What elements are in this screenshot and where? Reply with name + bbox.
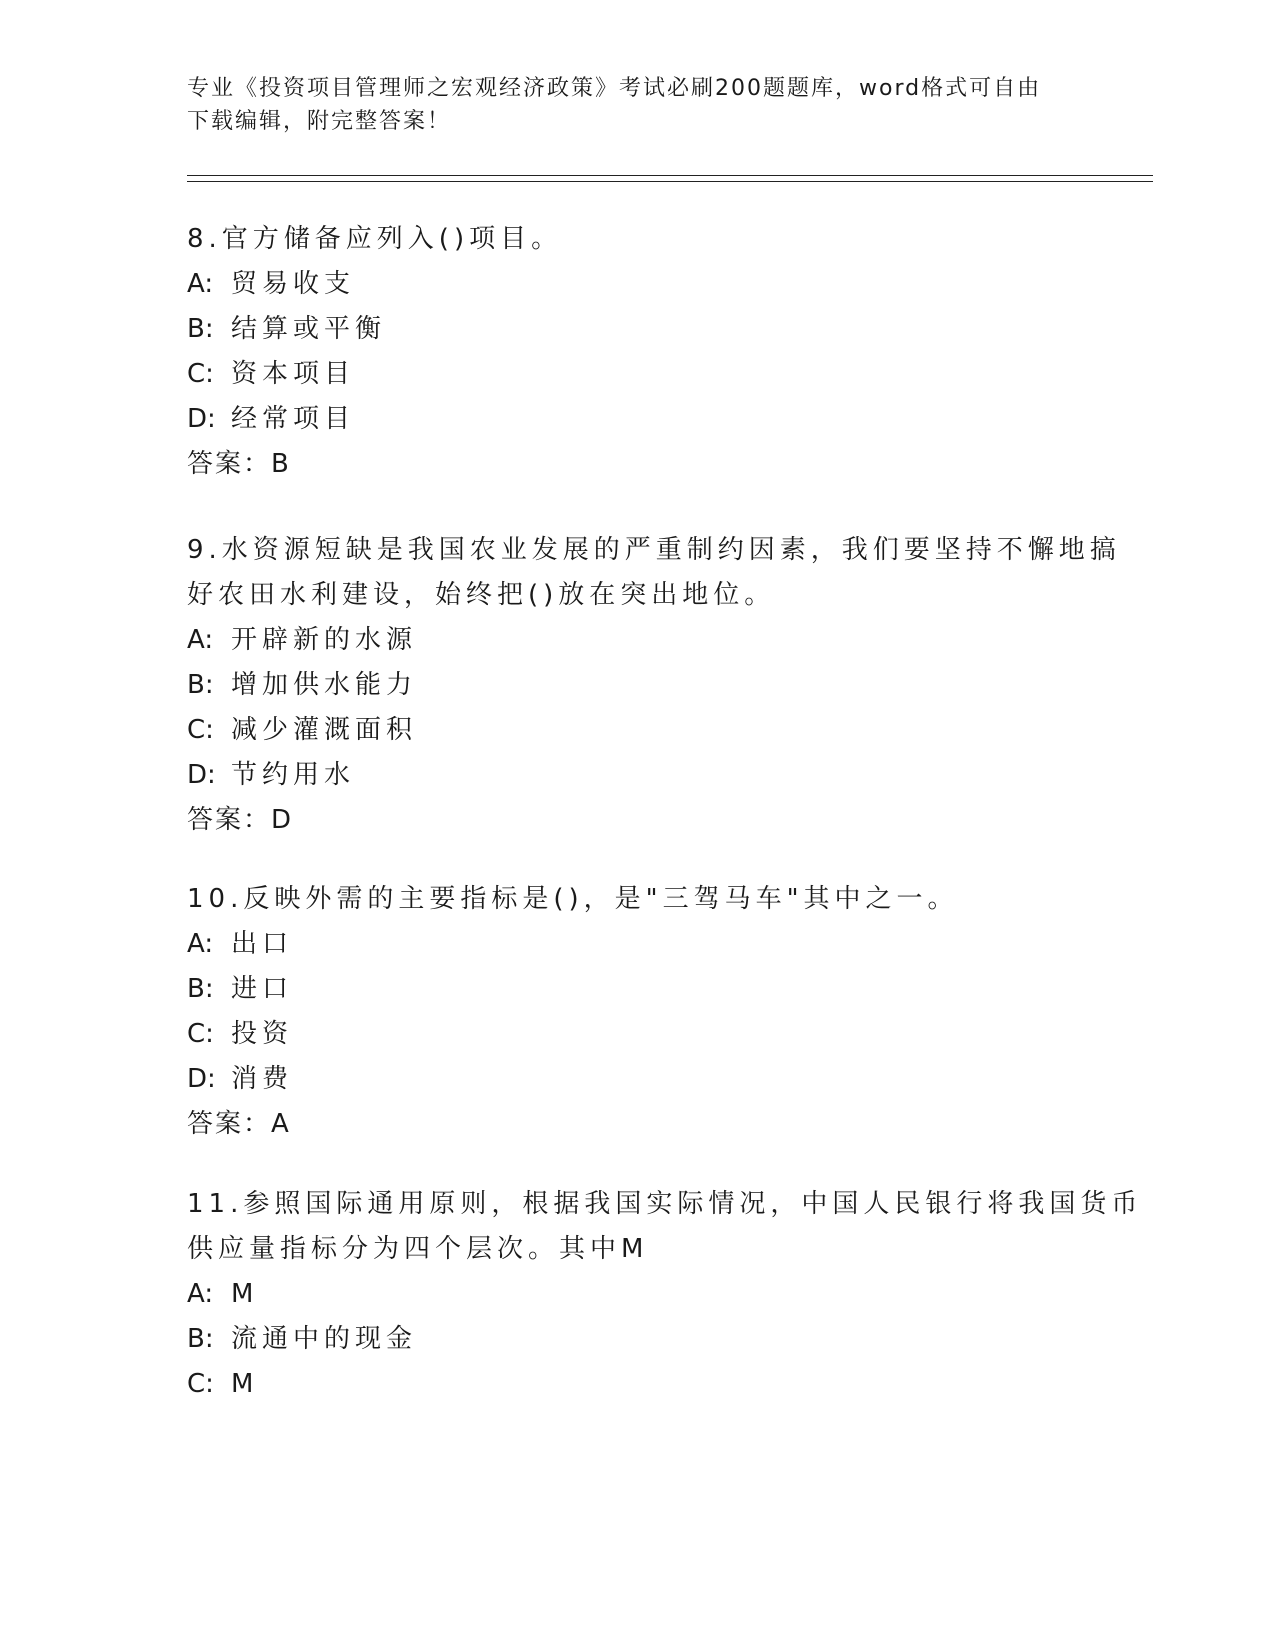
question-stem: 10.反映外需的主要指标是()，是"三驾马车"其中之一。 xyxy=(187,884,959,914)
option-text: 流通中的现金 xyxy=(231,1324,418,1354)
option-b xyxy=(187,1317,1087,1362)
option-key: D: xyxy=(187,404,216,434)
answer-line: 答案：A xyxy=(187,1109,291,1139)
option-text: 进口 xyxy=(231,974,294,1004)
question-stem: 8.官方储备应列入()项目。 xyxy=(187,224,563,254)
header-divider-bottom xyxy=(187,181,1153,182)
option-key: A: xyxy=(187,929,214,959)
option-text: 经常项目 xyxy=(231,404,356,434)
option-a xyxy=(187,262,1087,307)
option-text: 结算或平衡 xyxy=(231,314,387,344)
question-8 xyxy=(187,217,1087,487)
option-d xyxy=(187,753,1087,798)
option-key: C: xyxy=(187,1369,214,1399)
option-key: B: xyxy=(187,974,214,1004)
question-9 xyxy=(187,528,1121,843)
option-d xyxy=(187,1057,1087,1102)
option-key: A: xyxy=(187,1279,214,1309)
option-text: M xyxy=(231,1369,259,1399)
option-key: C: xyxy=(187,1019,214,1049)
option-a xyxy=(187,922,1087,967)
option-key: C: xyxy=(187,715,214,745)
option-text: 开辟新的水源 xyxy=(231,625,418,655)
option-text: 资本项目 xyxy=(231,359,356,389)
option-a xyxy=(187,618,1087,663)
option-c xyxy=(187,1012,1087,1057)
option-text: 节约用水 xyxy=(231,760,356,790)
option-key: B: xyxy=(187,1324,214,1354)
option-text: 消费 xyxy=(231,1064,294,1094)
option-b xyxy=(187,307,1087,352)
option-key: D: xyxy=(187,1064,216,1094)
question-10 xyxy=(187,877,1087,1147)
option-c xyxy=(187,352,1087,397)
option-a xyxy=(187,1272,1087,1317)
option-text: 出口 xyxy=(231,929,294,959)
answer-line: 答案：D xyxy=(187,805,294,835)
option-c xyxy=(187,1362,1087,1407)
option-key: A: xyxy=(187,625,214,655)
option-text: M xyxy=(231,1279,259,1309)
option-text: 贸易收支 xyxy=(231,269,356,299)
option-b xyxy=(187,663,1087,708)
option-text: 减少灌溉面积 xyxy=(231,715,418,745)
answer-line: 答案：B xyxy=(187,449,291,479)
question-stem-cont: 好农田水利建设，始终把()放在突出地位。 xyxy=(187,580,776,610)
option-text: 增加供水能力 xyxy=(231,670,418,700)
option-c xyxy=(187,708,1087,753)
header-divider-top xyxy=(187,175,1153,176)
option-key: A: xyxy=(187,269,214,299)
option-key: B: xyxy=(187,314,214,344)
option-key: C: xyxy=(187,359,214,389)
header-title-line2: 下载编辑，附完整答案！ xyxy=(187,109,452,134)
question-11 xyxy=(187,1182,1143,1407)
question-stem: 9.水资源短缺是我国农业发展的严重制约因素，我们要坚持不懈地搞 xyxy=(187,535,1121,565)
option-b xyxy=(187,967,1087,1012)
option-key: B: xyxy=(187,670,214,700)
document-header xyxy=(187,72,1087,138)
question-stem-cont: 供应量指标分为四个层次。其中M xyxy=(187,1234,649,1264)
question-stem: 11.参照国际通用原则，根据我国实际情况，中国人民银行将我国货币 xyxy=(187,1189,1143,1219)
option-d xyxy=(187,397,1087,442)
header-title-line1: 专业《投资项目管理师之宏观经济政策》考试必刷200题题库，word格式可自由 xyxy=(187,76,1042,101)
option-text: 投资 xyxy=(231,1019,294,1049)
option-key: D: xyxy=(187,760,216,790)
